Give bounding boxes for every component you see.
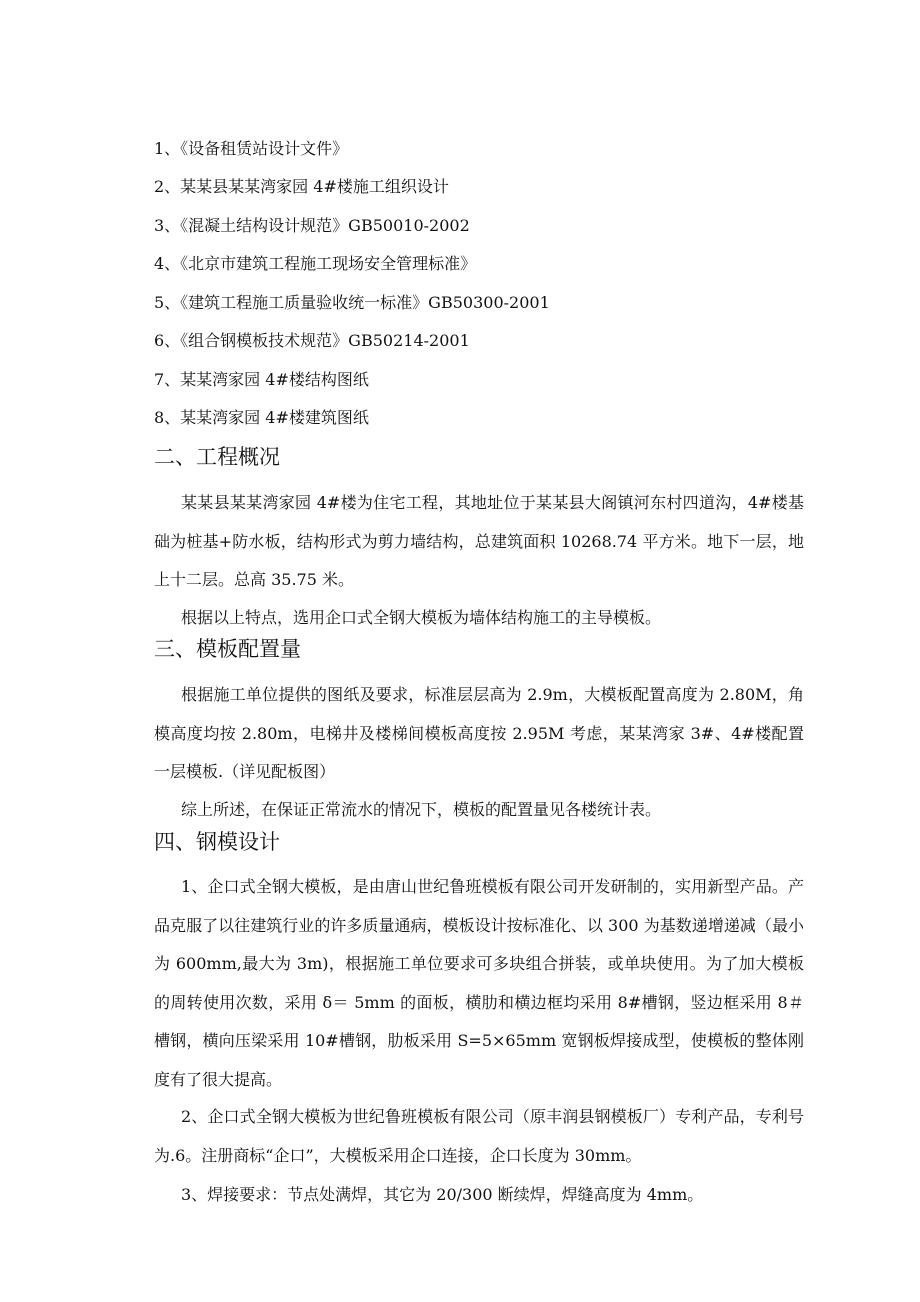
reference-item-5: 5、《建筑工程施工质量验收统一标准》GB50300-2001 bbox=[154, 293, 550, 312]
design-paragraph-3: 3、焊接要求：节点处满焊，其它为 20/300 断续焊，焊缝高度为 4mm。 bbox=[181, 1185, 704, 1204]
overview-paragraph: 某某县某某湾家园 4#楼为住宅工程，其地址位于某某县大阁镇河东村四道沟，4#楼基础为桩基+防水板，结构形式为剪力墙结构，总建筑面积 10268.74 平方米。地下一层，地上十二层。总高 35.75 米。 bbox=[154, 493, 804, 589]
reference-item-7: 7、某某湾家园 4#楼结构图纸 bbox=[154, 370, 369, 389]
design-paragraph-1: 1、企口式全钢大模板，是由唐山世纪鲁班模板有限公司开发研制的，实用新型产品。产品克服了以往建筑行业的许多质量通病，模板设计按标准化、以 300 为基数递增递减（最小为 600mm,最大为 3m)，根据施工单位要求可多块组合拼装，或单块使用。为了加大模板的周转使用次数，采用 δ＝ 5mm 的面板，横肋和横边框均采用 8#槽钢，竖边框采用 8＃槽钢，横向压梁采用 10#槽钢，肋板采用 S=5×65mm 宽钢板焊接成型，使模板的整体刚度有了很大提高。 bbox=[154, 877, 804, 1089]
section-heading-overview: 二、工程概况 bbox=[154, 445, 280, 469]
section-heading-formwork-quantity: 三、模板配置量 bbox=[154, 637, 301, 661]
reference-item-6: 6、《组合钢模板技术规范》GB50214-2001 bbox=[154, 331, 470, 350]
reference-item-4: 4、《北京市建筑工程施工现场安全管理标准》 bbox=[154, 254, 477, 273]
reference-item-3: 3、《混凝土结构设计规范》GB50010-2002 bbox=[154, 216, 470, 235]
section-heading-steel-formwork-design: 四、钢模设计 bbox=[154, 830, 280, 854]
formwork-quantity-paragraph: 根据施工单位提供的图纸及要求，标准层层高为 2.9m，大模板配置高度为 2.80M，角模高度均按 2.80m，电梯井及楼梯间模板高度按 2.95M 考虑，某某湾家 3#、4#楼配置一层模板.（详见配板图） bbox=[154, 685, 804, 781]
design-paragraph-2: 2、企口式全钢大模板为世纪鲁班模板有限公司（原丰润县钢模板厂）专利产品，专利号为.6。注册商标“企口”，大模板采用企口连接，企口长度为 30mm。 bbox=[154, 1107, 804, 1165]
reference-item-8: 8、某某湾家园 4#楼建筑图纸 bbox=[154, 408, 369, 427]
formwork-quantity-summary: 综上所述，在保证正常流水的情况下，模板的配置量见各楼统计表。 bbox=[181, 800, 662, 819]
reference-item-1: 1、《设备租赁站设计文件》 bbox=[154, 139, 349, 158]
reference-item-2: 2、某某县某某湾家园 4#楼施工组织设计 bbox=[154, 177, 449, 196]
overview-conclusion: 根据以上特点，选用企口式全钢大模板为墙体结构施工的主导模板。 bbox=[181, 608, 662, 627]
